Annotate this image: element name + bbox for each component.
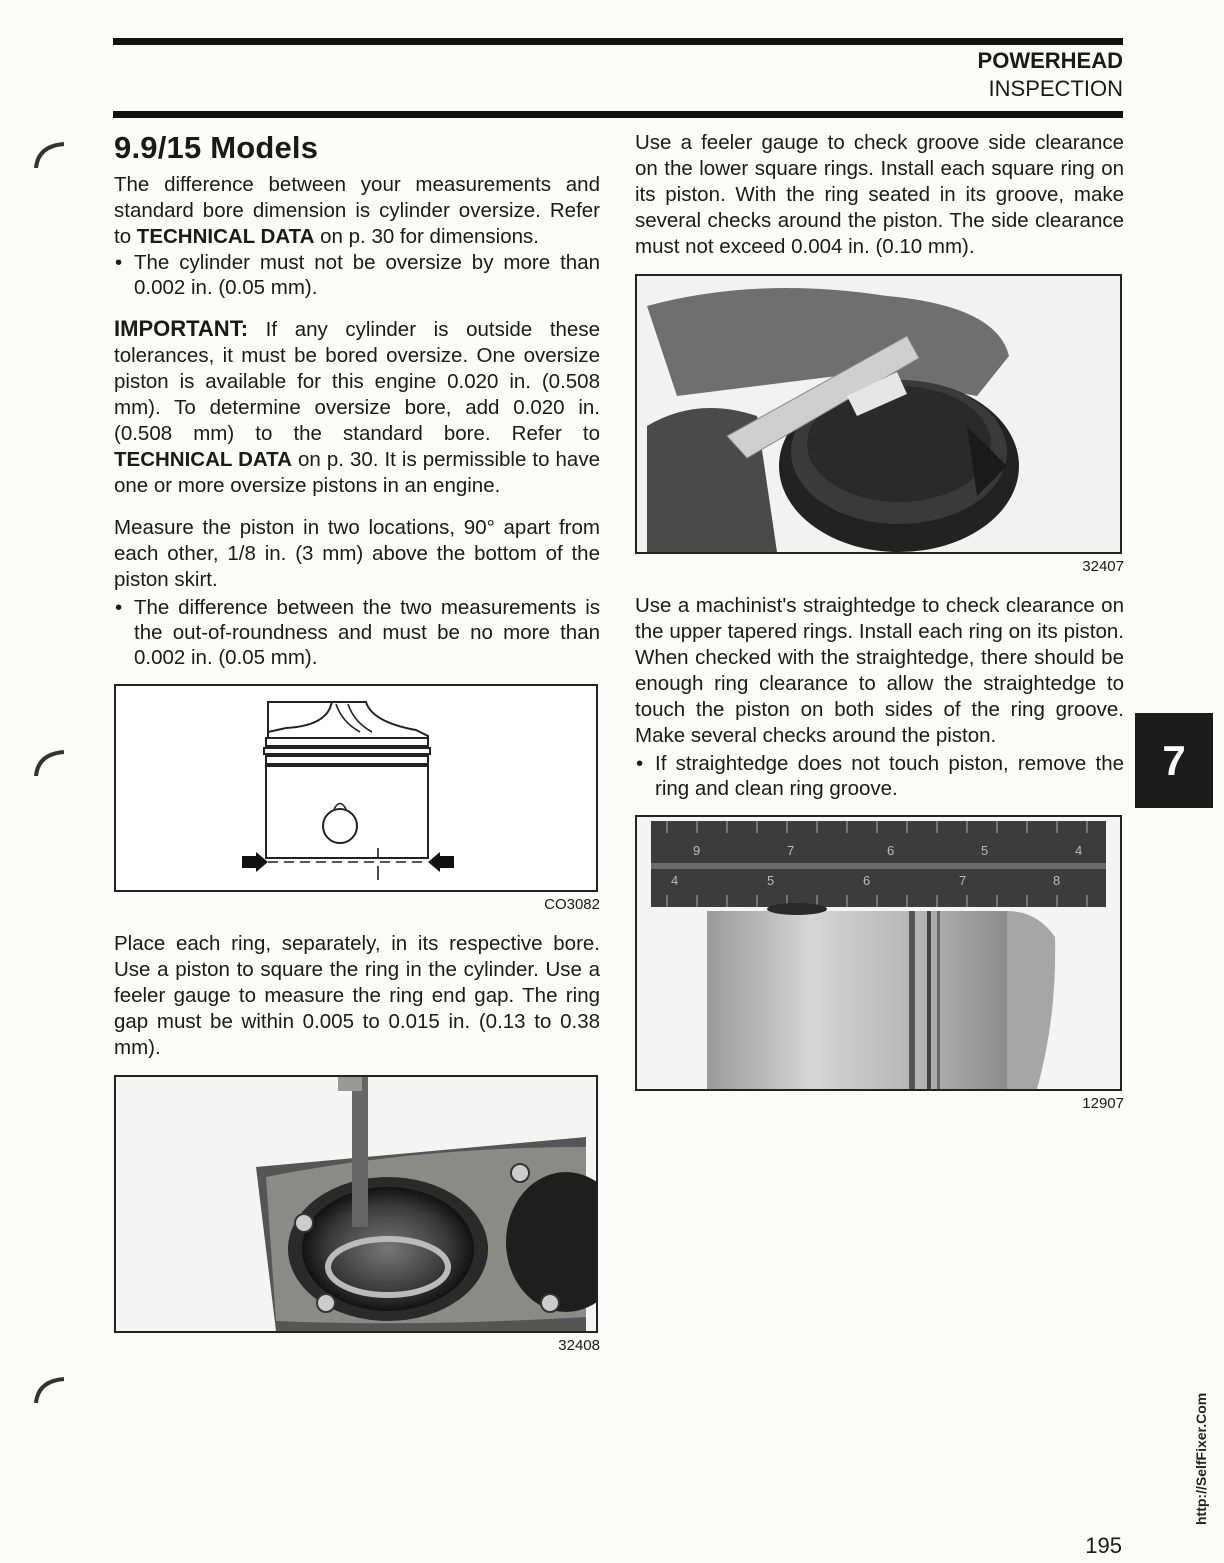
ruler-number: 9 [693,843,701,858]
cylinder-block-photo [116,1077,596,1331]
straightedge-bullet: • If straightedge does not touch piston, remove the ring and clean ring groove. [635,751,1124,801]
section-subtitle: INSPECTION [988,76,1123,101]
right-column [635,130,1124,1112]
oversize-bullet: • The cylinder must not be oversize by more than 0.002 in. (0.05 mm). [114,250,600,300]
ruler-number: 5 [767,873,775,888]
binder-hole-mark [28,748,68,778]
ring-gap-photo-figure [114,1075,598,1333]
ruler-number: 7 [787,843,795,858]
oversize-paragraph: The difference between your measurements and standard bore dimension is cylinder oversize. Refer to TECHNICAL DATA on p. 30 for dimensions. [114,173,600,248]
figure-number: CO3082 [544,896,600,913]
piston-diagram-figure [114,684,598,892]
binder-hole-mark [28,1375,68,1405]
ruler-number: 5 [981,843,989,858]
straightedge-paragraph: Use a machinist's straightedge to check clearance on the upper tapered rings. Install each ring on its piston. When checked with the straightedge, there should be enough ring clearance to allow the straightedge to touch the piston on both sides of the ring groove. Make several checks around the piston. [635,594,1124,747]
ruler-number: 4 [1075,843,1083,858]
ruler-number: 6 [863,873,871,888]
header-rule-bottom [113,111,1123,118]
figure-number: 32407 [1082,558,1124,575]
measure-paragraph: Measure the piston in two locations, 90° apart from each other, 1/8 in. (3 mm) above the bottom of the piston skirt. [114,516,600,591]
piston-diagram [116,686,596,890]
important-paragraph: IMPORTANT: If any cylinder is outside these tolerances, it must be bored oversize. One oversize piston is available for this engine 0.020 in. (0.508 mm). To determine oversize bore, add 0.020 in. (0.508 mm) to the standard bore. Refer to TECHNICAL DATA on p. 30. It is permissible to have one or more oversize pistons in an engine. [114,316,600,497]
feeler-gauge-photo-figure [635,274,1122,554]
page-number: 195 [1085,1533,1122,1558]
watermark: http://SelfFixer.Com [1193,1392,1209,1525]
figure-number: 32408 [558,1337,600,1354]
feeler-gauge-photo [637,276,1120,552]
ruler-number: 4 [671,873,679,888]
section-title: POWERHEAD [977,48,1123,73]
ruler-number: 6 [887,843,895,858]
ruler-number: 8 [1053,873,1061,888]
binder-hole-mark [28,140,68,170]
header-rule-top [113,38,1123,45]
out-of-round-bullet: • The difference between the two measurements is the out-of-roundness and must be no more than 0.002 in. (0.05 mm). [114,595,600,670]
left-column [114,130,600,1354]
side-clearance-paragraph: Use a feeler gauge to check groove side clearance on the lower square rings. Install each square ring on its piston. With the ring seated in its groove, make several checks around the piston. The side clearance must not exceed 0.004 in. (0.10 mm). [635,131,1124,258]
figure-number: 12907 [1082,1095,1124,1112]
ring-gap-paragraph: Place each ring, separately, in its respective bore. Use a piston to square the ring in the cylinder. Use a feeler gauge to measure the ring end gap. The ring gap must be within 0.005 to 0.015 in. (0.13 to 0.38 mm). [114,932,600,1059]
models-heading: 9.9/15 Models [114,130,319,165]
straightedge-photo [637,817,1120,1089]
ruler-number: 7 [959,873,967,888]
section-tab: 7 [1135,713,1213,808]
straightedge-photo-figure [635,815,1122,1091]
